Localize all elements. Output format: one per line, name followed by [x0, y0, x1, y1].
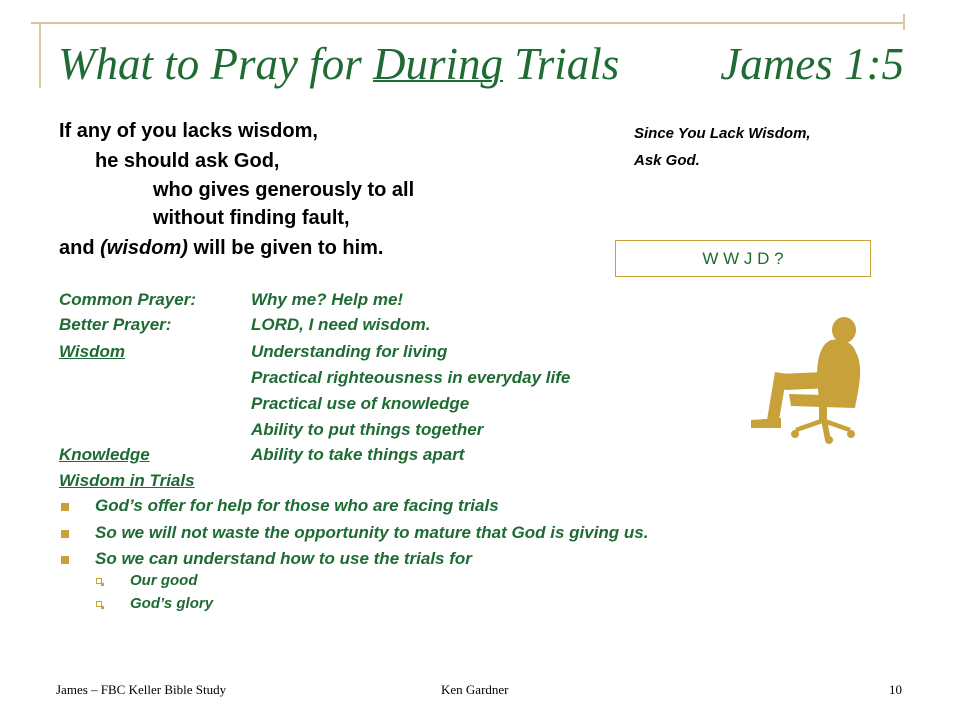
person-foot: [751, 418, 781, 428]
footer-author: Ken Gardner: [441, 682, 509, 697]
title-text-underlined: During: [372, 39, 503, 89]
chair-seat: [789, 394, 857, 408]
wwjd-box: [615, 240, 871, 277]
better-prayer-label: Better Prayer:: [59, 315, 172, 334]
bullet-marker: [61, 556, 69, 564]
frame-corner-tick-left: [31, 22, 47, 24]
trials-bullet: So we will not waste the opportunity to mature that God is giving us.: [95, 523, 649, 542]
verse-line-5-a: and: [59, 237, 101, 259]
footer-page-number: 10: [889, 682, 902, 697]
verse-line-5: [59, 237, 383, 260]
trials-heading: Wisdom in Trials: [59, 471, 195, 490]
knowledge-text: Ability to take things apart: [251, 445, 465, 464]
chair-wheel: [847, 430, 855, 438]
verse-line-5-c: will be given to him.: [187, 237, 384, 259]
sub-bullet-marker: [96, 578, 102, 584]
wisdom-item: Understanding for living: [251, 342, 448, 361]
common-prayer-label: Common Prayer:: [59, 290, 196, 309]
sub-bullet-marker: [96, 601, 102, 607]
title-reference: James 1:5: [720, 39, 904, 89]
wisdom-item: Practical righteousness in everyday life: [251, 368, 571, 387]
frame-corner-tick: [903, 14, 905, 30]
chair-wheel: [825, 436, 833, 444]
verse-line-2: he should ask God,: [95, 150, 280, 172]
verse-line-5-wisdom: (wisdom): [100, 237, 188, 259]
side-note-line-1: Since You Lack Wisdom,: [634, 125, 811, 142]
bullet-marker: [61, 530, 69, 538]
knowledge-label: Knowledge: [59, 445, 150, 464]
wisdom-label: Wisdom: [59, 342, 125, 361]
title-text-before: What to Pray for: [58, 39, 373, 89]
chair-post: [819, 406, 827, 420]
wisdom-item: Ability to put things together: [251, 420, 484, 439]
trials-sub-bullet: Our good: [130, 572, 198, 589]
trials-bullet: God’s offer for help for those who are facing trials: [95, 496, 499, 515]
better-prayer-text: LORD, I need wisdom.: [251, 315, 431, 334]
person-shin: [767, 372, 787, 420]
footer-course: James – FBC Keller Bible Study: [56, 682, 227, 697]
trials-sub-bullet: God’s glory: [130, 595, 214, 612]
trials-bullet: So we can understand how to use the trials for: [95, 549, 472, 568]
thinking-person-in-chair-icon: [745, 316, 870, 444]
frame-left-rule: [39, 22, 41, 88]
title-text-after: Trials: [503, 39, 620, 89]
side-note-line-2: Ask God.: [634, 152, 700, 169]
wwjd-text: W W J D ?: [702, 248, 784, 268]
slide-title: [58, 38, 904, 90]
wisdom-item: Practical use of knowledge: [251, 394, 470, 413]
chair-wheel: [791, 430, 799, 438]
verse-line-3: who gives generously to all: [153, 179, 415, 201]
frame-top-rule: [39, 22, 905, 24]
bullet-marker: [61, 503, 69, 511]
common-prayer-text: Why me? Help me!: [251, 290, 404, 309]
verse-line-4: without finding fault,: [153, 207, 350, 229]
verse-line-1: If any of you lacks wisdom,: [59, 120, 318, 142]
